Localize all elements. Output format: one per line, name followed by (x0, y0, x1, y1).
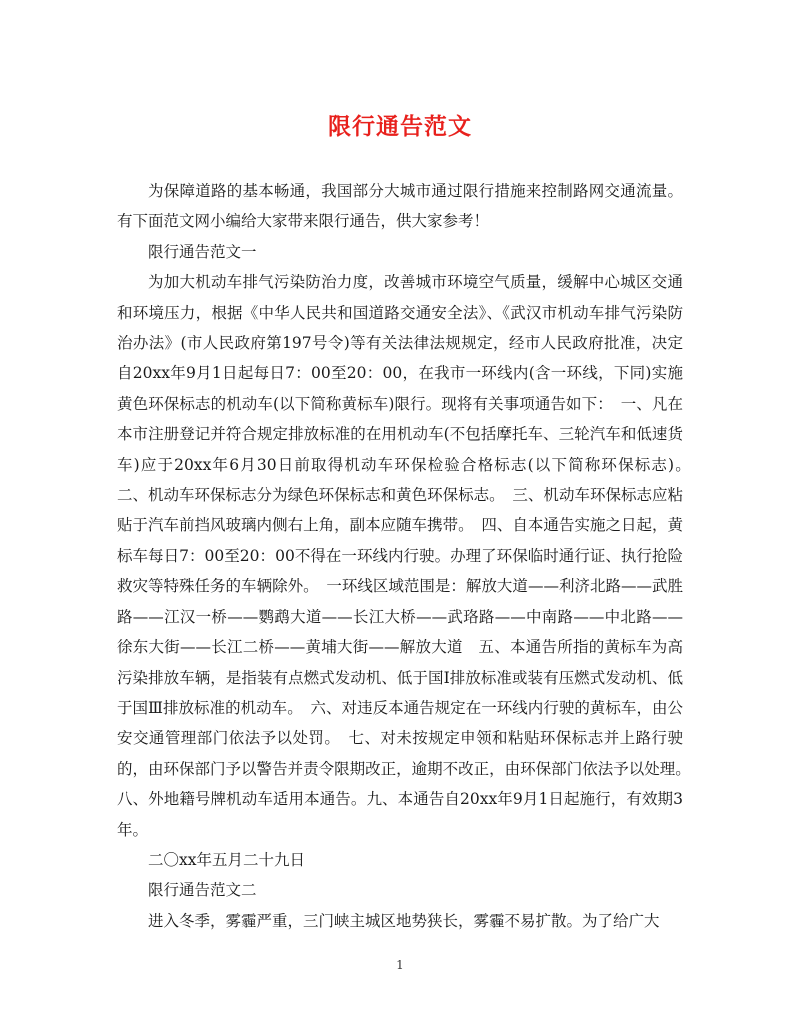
date-line: 二〇xx年五月二十九日 (148, 850, 305, 869)
intro-paragraph: 为保障道路的基本畅通，我国部分大城市通过限行措施来控制路网交通流量。有下面范文网小编给大家带来限行通告，供大家参考！ (117, 182, 683, 231)
second-notice-paragraph: 进入冬季，雾霾严重，三门峡主城区地势狭长，雾霾不易扩散。为了给广大 (148, 911, 660, 930)
section-heading-2: 限行通告范文二 (148, 881, 257, 900)
document-title: 限行通告范文 (328, 113, 472, 140)
document-body (117, 176, 699, 936)
notice-paragraph: 为加大机动车排气污染防治力度，改善城市环境空气质量，缓解中心城区交通和环境压力，根据《中华人民共和国道路交通安全法》、《武汉市机动车排气污染防治办法》(市人民政府第197号令)等有关法律法规规定，经市人民政府批准，决定自20xx年9月1日起每日7：00至20：00，在我市一环线内(含一环线，下同)实施黄色环保标志的机动车(以下简称黄标车)限行。现将有关事项通告如下： 一、凡在本市注册登记并符合规定排放标准的在用机动车(不包括摩托车、三轮汽车和低速货车)应于20xx年6月30日前取得机动车环保检验合格标志(以下简称环保标志)。 二、机动车环保标志分为绿色环保标志和黄色环保标志。 三、机动车环保标志应粘贴于汽车前挡风玻璃内侧右上角，副本应随车携带。 四、自本通告实施之日起，黄标车每日7：00至20：00不得在一环线内行驶。办理了环保临时通行证、执行抢险救灾等特殊任务的车辆除外。 一环线区域范围是：解放大道——利济北路——武胜路——江汉一桥——鹦鹉大道——长江大桥——武珞路——中南路——中北路——徐东大街——长江二桥——黄埔大街——解放大道 五、本通告所指的黄标车为高污染排放车辆，是指装有点燃式发动机、低于国Ⅰ排放标准或装有压燃式发动机、低于国Ⅲ排放标准的机动车。 六、对违反本通告规定在一环线内行驶的黄标车，由公安交通管理部门依法予以处罚。 七、对未按规定申领和粘贴环保标志并上路行驶的，由环保部门予以警告并责令限期改正，逾期不改正，由环保部门依法予以处理。 八、外地籍号牌机动车适用本通告。九、本通告自20xx年9月1日起施行，有效期3年。 (117, 273, 699, 839)
section-heading-1: 限行通告范文一 (148, 242, 257, 261)
page-number: 1 (396, 958, 404, 972)
